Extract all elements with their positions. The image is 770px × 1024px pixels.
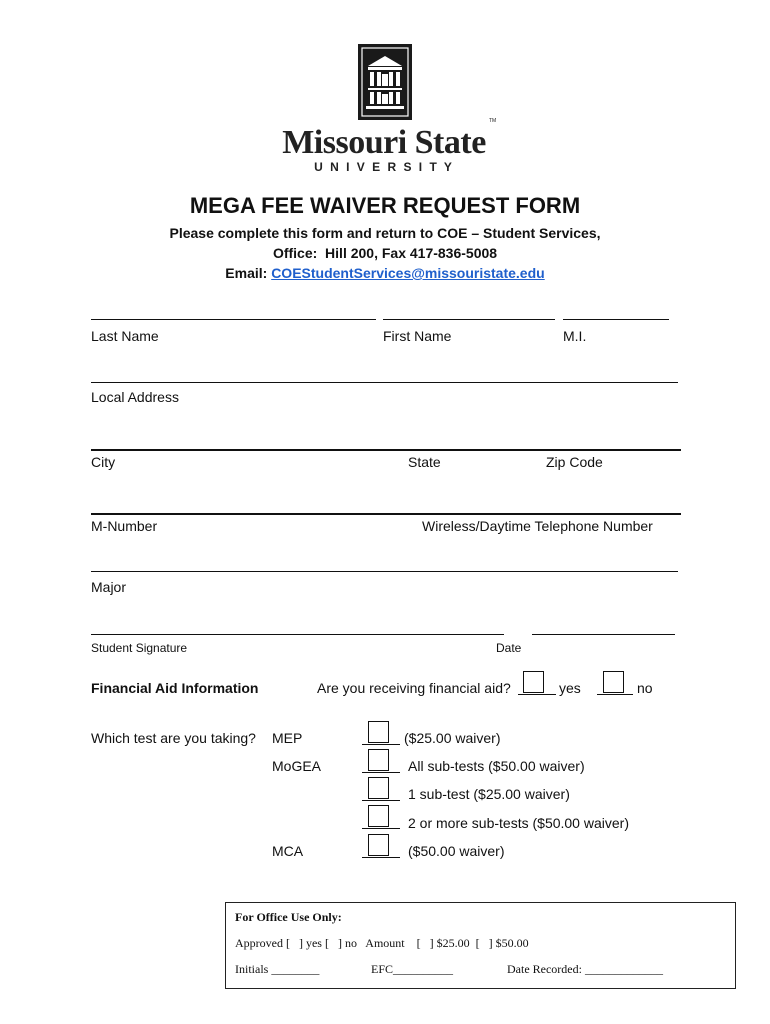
office-approved-line: Approved [ ] yes [ ] no Amount [ ] $25.00 [ ] $50.00: [235, 936, 529, 950]
mogea-label: MoGEA: [272, 758, 322, 774]
email-link[interactable]: COEStudentServices@missouristate.edu: [271, 265, 545, 281]
financial-aid-yes-label: yes: [559, 680, 581, 696]
mi-line[interactable]: [563, 319, 669, 320]
signature-line[interactable]: [91, 634, 504, 635]
mca-label: MCA: [272, 843, 304, 859]
local-address-label: Local Address: [91, 389, 179, 405]
mep-option: ($25.00 waiver): [404, 730, 501, 746]
instruction-line-2: Office: Hill 200, Fax 417-836-5008: [272, 245, 498, 261]
logo-wordmark: Missouri State: [282, 124, 486, 161]
office-initials: Initials ________: [235, 962, 320, 976]
mi-label: M.I.: [563, 328, 587, 344]
signature-label: Student Signature: [91, 641, 188, 655]
financial-aid-no-label: no: [637, 680, 653, 696]
office-date-recorded: Date Recorded: _____________: [507, 962, 663, 976]
mogea-all-underline: [362, 772, 400, 773]
mogea-one-underline: [362, 800, 400, 801]
financial-aid-yes-checkbox[interactable]: [523, 671, 544, 693]
mca-underline: [362, 857, 400, 858]
city-state-zip-line[interactable]: [91, 449, 681, 451]
office-use-heading: For Office Use Only:: [235, 910, 342, 924]
major-line[interactable]: [91, 571, 678, 572]
logo-tm: TM: [489, 118, 497, 124]
mep-underline: [362, 744, 400, 745]
mogea-two-checkbox[interactable]: [368, 805, 389, 827]
first-name-label: First Name: [383, 328, 452, 344]
logo-subtitle: U N I V E R S I T Y: [314, 160, 454, 174]
email-line: [0, 265, 770, 281]
financial-aid-no-underline: [597, 694, 633, 695]
office-use-box: [225, 902, 736, 989]
phone-label: Wireless/Daytime Telephone Number: [422, 518, 653, 534]
date-label: Date: [496, 641, 522, 655]
instruction-line-1: Please complete this form and return to COE – Student Services,: [169, 225, 601, 241]
financial-aid-yes-underline: [518, 694, 556, 695]
state-label: State: [408, 454, 441, 470]
mogea-two-option: 2 or more sub-tests ($50.00 waiver): [408, 815, 629, 831]
building-logo-icon: [358, 44, 412, 120]
email-label: Email:: [225, 265, 268, 281]
mogea-one-option: 1 sub-test ($25.00 waiver): [408, 786, 570, 802]
major-label: Major: [91, 579, 127, 595]
test-question: Which test are you taking?: [91, 730, 256, 746]
date-line[interactable]: [532, 634, 675, 635]
mca-option: ($50.00 waiver): [408, 843, 505, 859]
mep-checkbox[interactable]: [368, 721, 389, 743]
city-label: City: [91, 454, 116, 470]
financial-aid-question: Are you receiving financial aid?: [317, 680, 511, 696]
mogea-all-checkbox[interactable]: [368, 749, 389, 771]
financial-aid-no-checkbox[interactable]: [603, 671, 624, 693]
mogea-two-underline: [362, 828, 400, 829]
financial-aid-heading: Financial Aid Information: [91, 680, 259, 696]
m-number-phone-line[interactable]: [91, 513, 681, 515]
m-number-label: M-Number: [91, 518, 158, 534]
mogea-all-option: All sub-tests ($50.00 waiver): [408, 758, 585, 774]
last-name-line[interactable]: [91, 319, 376, 320]
office-efc: EFC__________: [371, 962, 454, 976]
local-address-line[interactable]: [91, 382, 678, 383]
form-title: MEGA FEE WAIVER REQUEST FORM: [189, 193, 581, 218]
first-name-line[interactable]: [383, 319, 555, 320]
mogea-one-checkbox[interactable]: [368, 777, 389, 799]
last-name-label: Last Name: [91, 328, 159, 344]
zip-code-label: Zip Code: [546, 454, 603, 470]
mca-checkbox[interactable]: [368, 834, 389, 856]
mep-label: MEP: [272, 730, 303, 746]
